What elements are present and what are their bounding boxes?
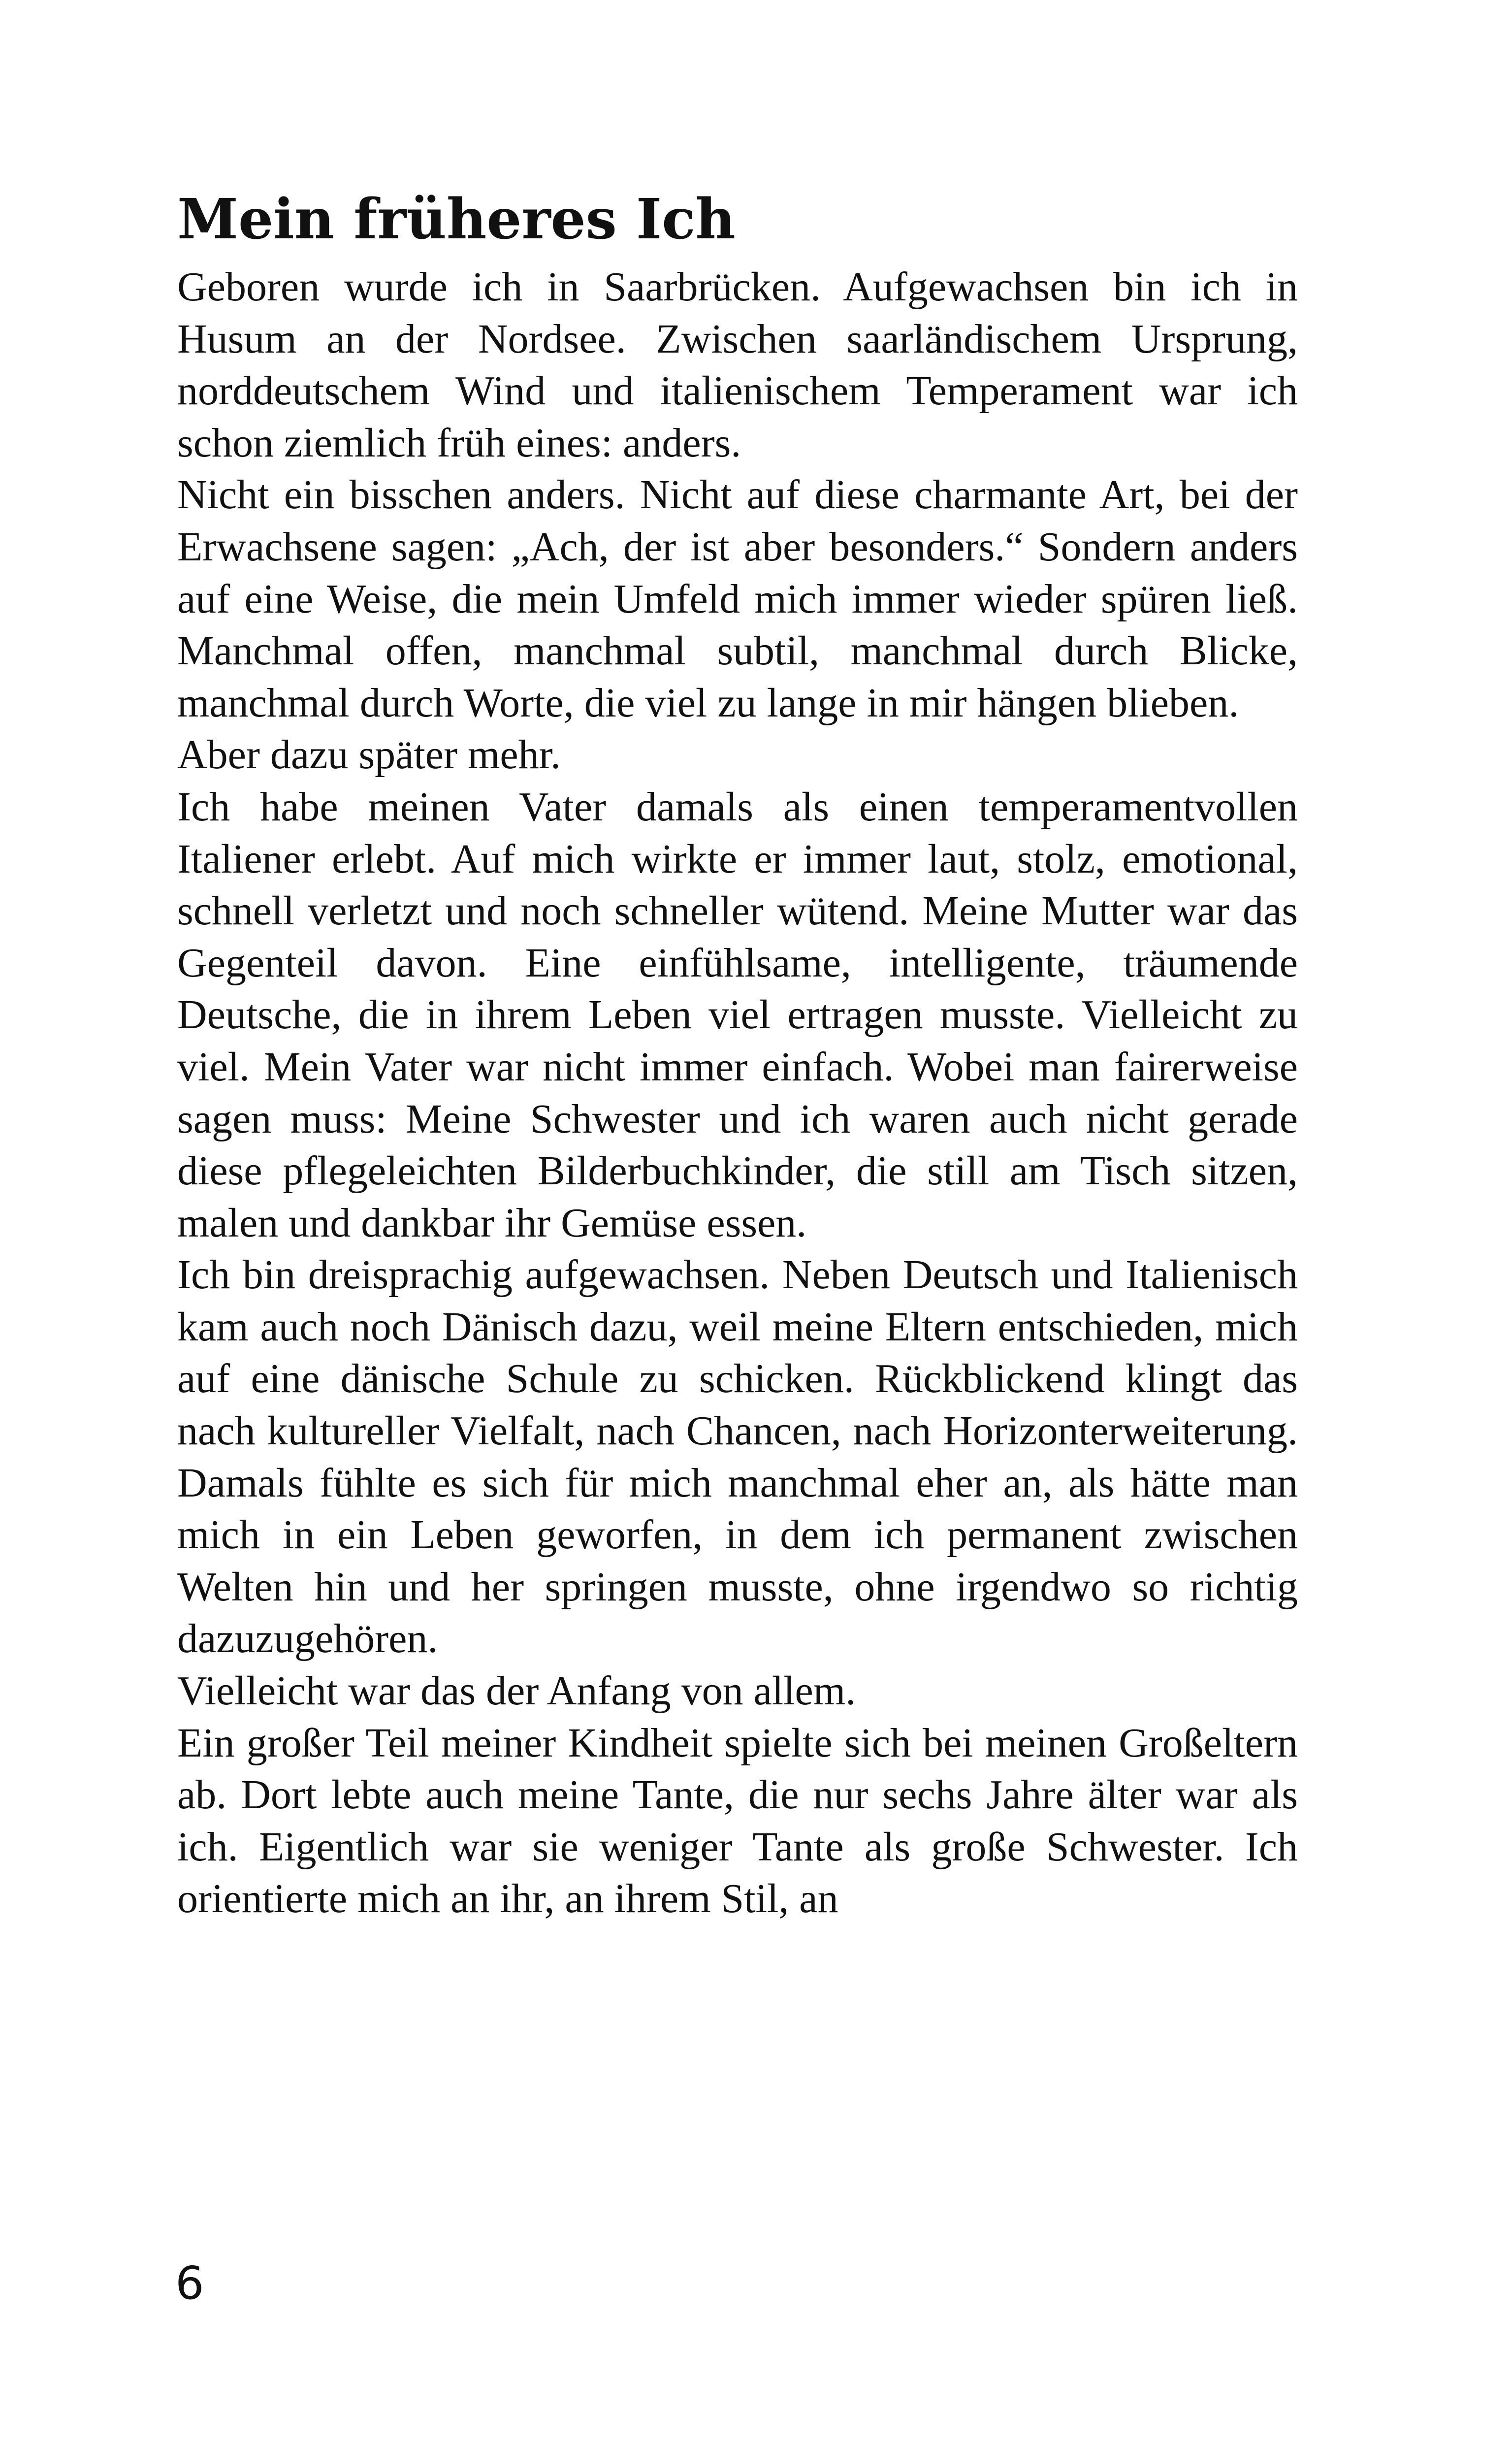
chapter-title: Mein früheres Ich [177, 187, 736, 252]
paragraph: Ich habe meinen Vater damals als einen temperamentvollen Italiener erlebt. Auf mich wirkte er immer laut, stolz, emotional, schnell verletzt und noch schneller wütend. Meine Mutter war das Gegenteil davon. Eine einfühlsame, intelligente, träumende Deutsche, die in ihrem Leben viel ertragen musste. Vielleicht zu viel. Mein Vater war nicht immer einfach. Wobei man fairerweise sagen muss: Meine Schwester und ich waren auch nicht gerade diese pflegeleichten Bilderbuchkinder, die still am Tisch sitzen, malen und dankbar ihr Gemüse essen. [177, 783, 1298, 1246]
chapter-body [177, 261, 1298, 1925]
paragraph: Aber dazu später mehr. [177, 732, 561, 778]
paragraph: Geboren wurde ich in Saarbrücken. Aufgewachsen bin ich in Husum an der Nordsee. Zwischen saarländischem Ursprung, norddeutschem Wind und italienischem Temperament war ich schon ziemlich früh eines: anders. [177, 264, 1298, 466]
paragraph: Ich bin dreisprachig aufgewachsen. Neben Deutsch und Italienisch kam auch noch Dänisch dazu, weil meine Eltern entschieden, mich auf eine dänische Schule zu schicken. Rückblickend klingt das nach kultureller Vielfalt, nach Chancen, nach Horizonterweiterung. Damals fühlte es sich für mich manchmal eher an, als hätte man mich in ein Leben geworfen, in dem ich permanent zwischen Welten hin und her springen musste, ohne irgendwo so richtig dazuzugehören. [177, 1252, 1298, 1662]
page-number: 6 [175, 2257, 204, 2310]
paragraph: Ein großer Teil meiner Kindheit spielte sich bei meinen Großeltern ab. Dort lebte auch meine Tante, die nur sechs Jahre älter war als ich. Eigentlich war sie weniger Tante als große Schwester. Ich orientierte mich an ihr, an ihrem Stil, an [177, 1720, 1298, 1922]
paragraph: Nicht ein bisschen anders. Nicht auf diese charmante Art, bei der Erwachsene sagen: „Ach, der ist aber besonders.“ Sondern anders auf eine Weise, die mein Umfeld mich immer wieder spüren ließ. Manchmal offen, manchmal subtil, manchmal durch Blicke, manchmal durch Worte, die viel zu lange in mir hängen blieben. [177, 472, 1298, 726]
paragraph: Vielleicht war das der Anfang von allem. [177, 1668, 856, 1714]
